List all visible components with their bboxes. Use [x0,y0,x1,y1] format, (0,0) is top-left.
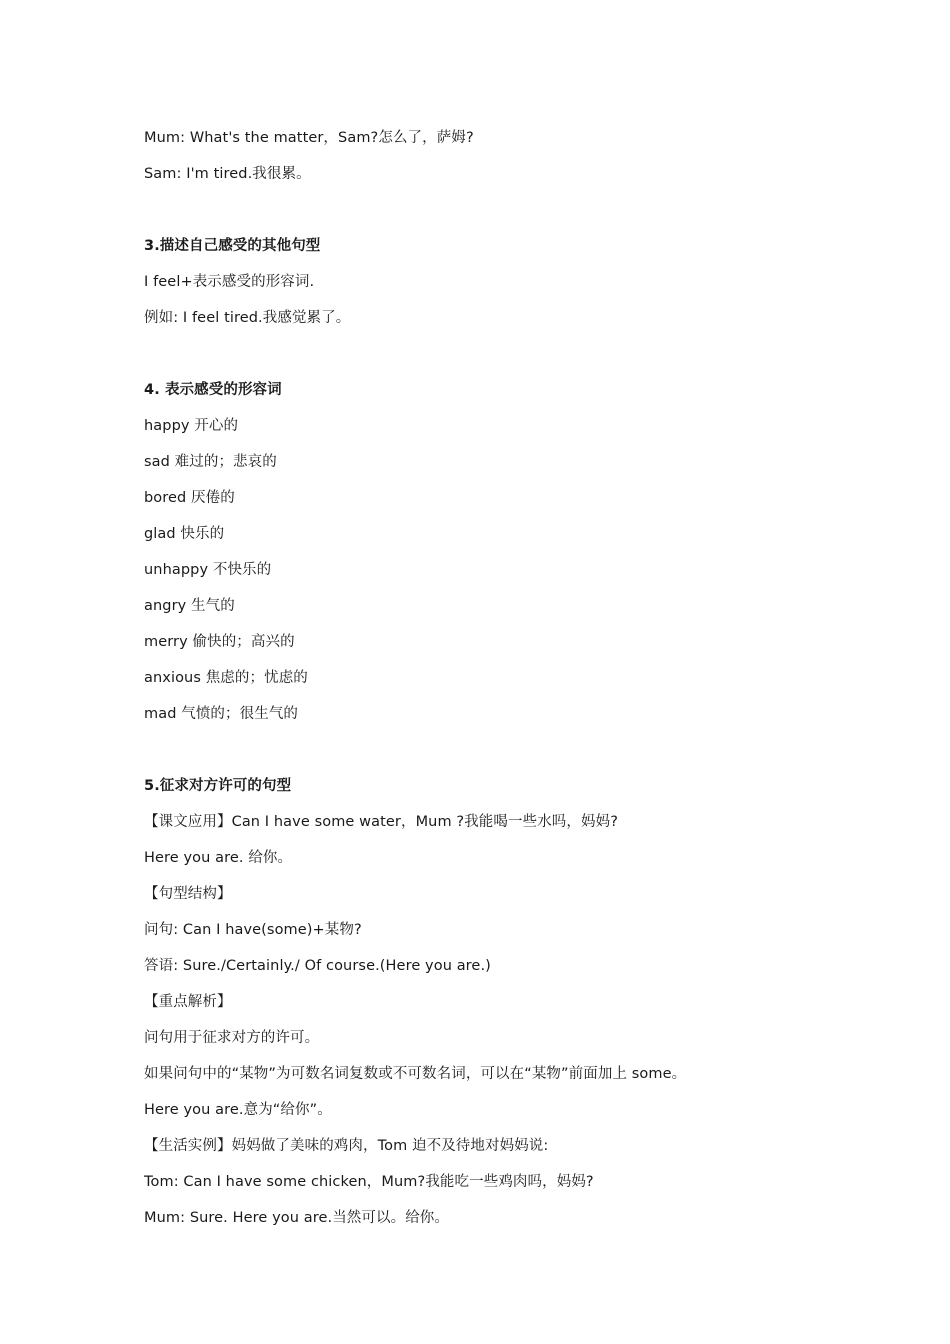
section-3-example: 例如: I feel tired.我感觉累了。 [144,310,351,326]
analysis-label: 【重点解析】 [144,994,232,1010]
adjective-item: mad 气愤的；很生气的 [144,706,299,722]
adjective-item: bored 厌倦的 [144,490,235,506]
section-3-heading: 3.描述自己感受的其他句型 [144,238,321,254]
structure-label: 【句型结构】 [144,886,232,902]
example-tom-line: Tom: Can I have some chicken，Mum?我能吃一些鸡肉吗，妈妈? [144,1174,594,1190]
analysis-point-2: 如果问句中的“某物”为可数名词复数或不可数名词，可以在“某物”前面加上 some。 [144,1066,687,1082]
analysis-point-3: Here you are.意为“给你”。 [144,1102,332,1118]
analysis-point-1: 问句用于征求对方的许可。 [144,1030,320,1046]
dialogue-sam-line: Sam: I'm tired.我很累。 [144,166,311,182]
example-mum-line: Mum: Sure. Here you are.当然可以。给你。 [144,1210,450,1226]
adjective-item: unhappy 不快乐的 [144,562,272,578]
adjective-item: happy 开心的 [144,418,239,434]
adjective-item: anxious 焦虑的；忧虑的 [144,670,308,686]
dialogue-mum-line: Mum: What's the matter，Sam?怎么了，萨姆? [144,130,474,146]
structure-answer: 答语: Sure./Certainly./ Of course.(Here you are.) [144,958,491,974]
text-reply: Here you are. 给你。 [144,850,293,866]
section-4-heading: 4. 表示感受的形容词 [144,382,282,398]
adjective-item: sad 难过的；悲哀的 [144,454,277,470]
adjective-item: merry 偷快的；高兴的 [144,634,295,650]
structure-question: 问句: Can I have(some)+某物? [144,922,362,938]
text-application: 【课文应用】Can I have some water，Mum ?我能喝一些水吗，妈妈? [144,814,618,830]
section-3-pattern: I feel+表示感受的形容词. [144,274,315,290]
life-example: 【生活实例】妈妈做了美味的鸡肉，Tom 迫不及待地对妈妈说: [144,1138,549,1154]
section-5-heading: 5.征求对方许可的句型 [144,778,292,794]
adjective-item: angry 生气的 [144,598,235,614]
adjective-item: glad 快乐的 [144,526,225,542]
